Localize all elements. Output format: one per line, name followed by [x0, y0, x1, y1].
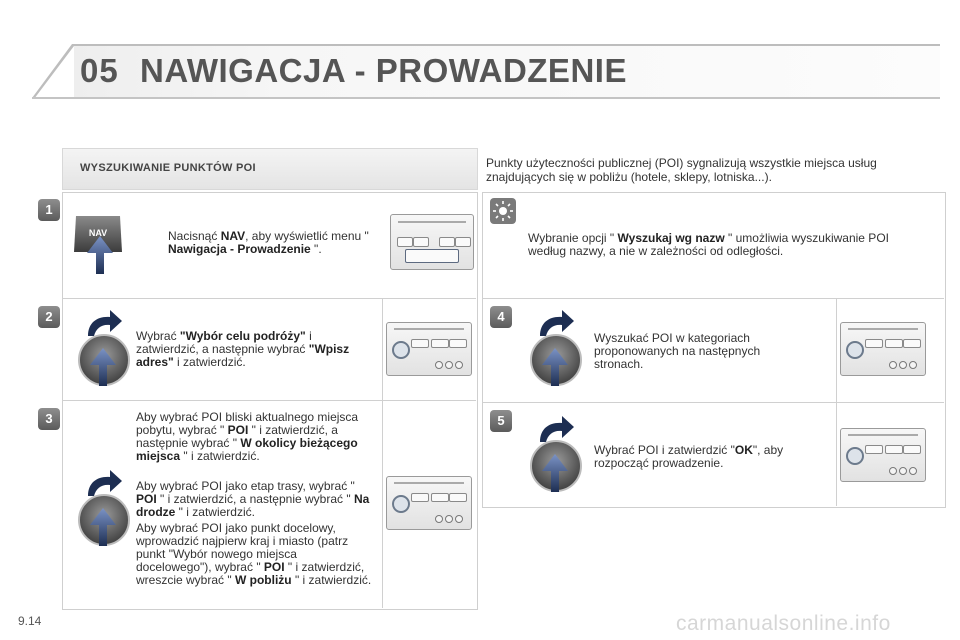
step-number-5: 5 [490, 410, 512, 432]
step-number-1: 1 [38, 199, 60, 221]
step3-text-2: Aby wybrać POI jako etap trasy, wybrać " POI " i zatwierdzić, a następnie wybrać " Na drodze " i zatwierdzić. [136, 479, 370, 519]
step-number-2: 2 [38, 306, 60, 328]
step-number-3: 3 [38, 408, 60, 430]
press-arrow-icon [89, 348, 117, 386]
intro-text: Punkty użyteczności publicznej (POI) sygnalizują wszystkie miejsca usług znajdujących się w pobliżu (hotele, sklepy, lotniska...). [486, 156, 877, 184]
press-arrow-icon [86, 236, 114, 274]
step2-text: Wybrać "Wybór celu podróży" i zatwierdzić, a następnie wybrać "Wpisz adres" i zatwierdzić. [136, 329, 350, 369]
step3-text-1: Aby wybrać POI bliski aktualnego miejsca pobytu, wybrać " POI " i zatwierdzić, a następnie wybrać " W okolicy bieżącego miejsca " i zatwierdzić. [136, 410, 359, 463]
step-divider [482, 402, 944, 403]
radio-unit-image [386, 476, 472, 530]
step-divider [62, 298, 476, 299]
radio-unit-image [390, 214, 474, 270]
step3-text-3: Aby wybrać POI jako punkt docelowy, wprowadzić najpierw kraj i miasto (patrz punkt "Wybór nowego miejsca docelowego"), wybrać " POI " i zatwierdzić, wreszcie wybrać " W pobliżu " i zatwierdzić. [136, 521, 372, 587]
press-arrow-icon [541, 454, 569, 492]
press-arrow-icon [89, 508, 117, 546]
step-divider [482, 298, 944, 299]
radio-unit-image [840, 322, 926, 376]
radio-unit-image [840, 428, 926, 482]
radio-unit-image [386, 322, 472, 376]
step1-text: Nacisnąć NAV, aby wyświetlić menu " Nawigacja - Prowadzenie ". [168, 229, 369, 256]
image-divider [836, 298, 837, 506]
section-title: WYSZUKIWANIE PUNKTÓW POI [80, 162, 256, 174]
page-title: NAWIGACJA - PROWADZENIE [140, 52, 627, 89]
step5-text: Wybrać POI i zatwierdzić "OK", aby rozpocząć prowadzenie. [594, 443, 784, 470]
watermark: carmanualsonline.info [676, 612, 891, 635]
lamp-tip-icon [490, 198, 516, 224]
chapter-number: 05 [80, 52, 119, 89]
tip-text: Wybranie opcji " Wyszukaj wg nazw " umożliwia wyszukiwanie POI według nazwy, a nie w zależności od odległości. [528, 231, 889, 258]
step-number-4: 4 [490, 306, 512, 328]
step-divider [62, 400, 476, 401]
page-number: 9.14 [18, 614, 42, 628]
image-divider [382, 298, 383, 608]
nav-button-label: NAV [88, 228, 108, 238]
press-arrow-icon [541, 348, 569, 386]
step4-text: Wyszukać POI w kategoriach proponowanych na następnych stronach. [594, 331, 761, 371]
